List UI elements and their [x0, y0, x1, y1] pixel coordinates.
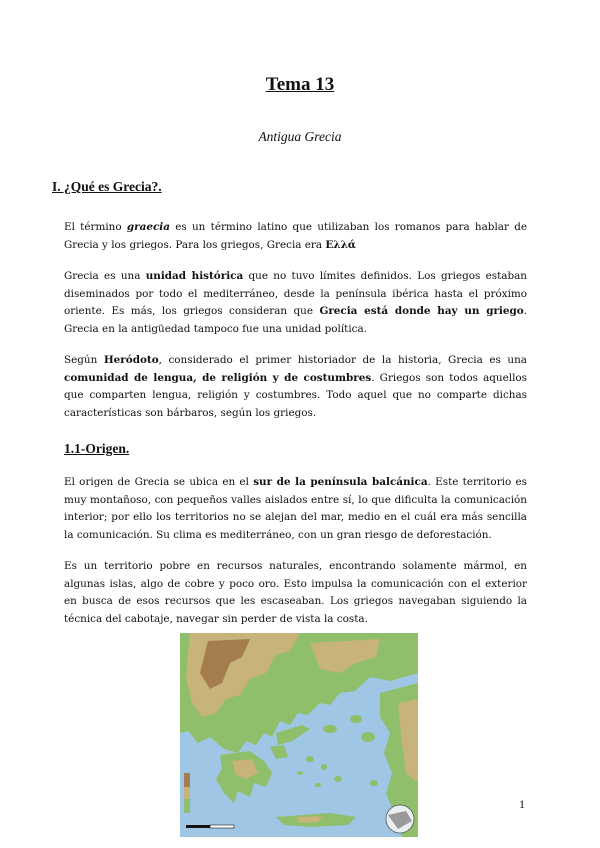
text-run: . Griegos son todos aquellos que comparten lengua, religión y costumbres. Todo aquel que no comparte dichas características son bárbaros, según los griegos. — [64, 371, 527, 419]
paragraph-graecia — [64, 219, 527, 254]
text-run: . Este territorio es muy montañoso, con pequeños valles aislados entre sí, lo que dificulta la comunicación interior; por ello los territorios no se alejan del mar, medio en el cuál era más sencilla la comunicación. Su clima es mediterráneo, con un gran riesgo de deforestación. — [64, 476, 527, 541]
page-subtitle: Antigua Grecia — [258, 129, 342, 144]
section-heading: I. ¿Qué es Grecia?. — [52, 179, 162, 194]
subsection-heading: 1.1-Origen. — [64, 441, 130, 456]
emphasis-graecia: graecia — [126, 221, 170, 233]
paragraph-herodoto — [64, 352, 527, 422]
text-run: Según — [64, 354, 104, 366]
text-run: es un término latino que utilizaban los romanos para hablar de Grecia y los griegos. Para los griegos, Grecia era — [64, 221, 527, 251]
text-run: El término — [64, 221, 127, 233]
emphasis-donde-hay-griego: Grecia está donde hay un griego — [319, 305, 524, 318]
relief-map-icon — [180, 633, 418, 837]
greece-relief-map — [180, 633, 418, 837]
page-title: Tema 13 — [265, 74, 335, 95]
text-run: El origen de Grecia se ubica en el — [64, 476, 254, 488]
emphasis-peninsula-balcanica: sur de la península balcánica — [253, 476, 428, 488]
text-run: , considerado el primer historiador de la historia, Grecia es una — [158, 354, 527, 366]
emphasis-herodoto: Heródoto — [103, 354, 159, 366]
text-run: Es un territorio pobre en recursos naturales, encontrando solamente mármol, en algunas islas, algo de cobre y poco oro. Esto impulsa la comunicación con el exterior en busca de esos recursos que les escaseaban. Los griegos navegaban siguiendo la técnica del cabotaje, navegar sin perder de vista la costa. — [64, 560, 527, 625]
greek-word: Ελλά — [325, 238, 356, 251]
text-run: que no tuvo límites definidos. Los griegos estaban diseminados por todo el mediterráneo, desde la península ibérica hasta el próximo oriente. Es más, los griegos consideran que — [64, 270, 527, 318]
page-number: 1 — [519, 797, 525, 811]
paragraph-origen — [64, 474, 527, 544]
text-run: . Grecia en la antigüedad tampoco fue una unidad política. — [64, 305, 528, 335]
emphasis-unidad-historica: unidad histórica — [145, 270, 244, 282]
text-run: Grecia es una — [64, 270, 146, 282]
emphasis-comunidad: comunidad de lengua, de religión y de costumbres — [64, 371, 372, 384]
paragraph-recursos — [64, 558, 527, 628]
paragraph-unidad-historica — [64, 268, 527, 338]
